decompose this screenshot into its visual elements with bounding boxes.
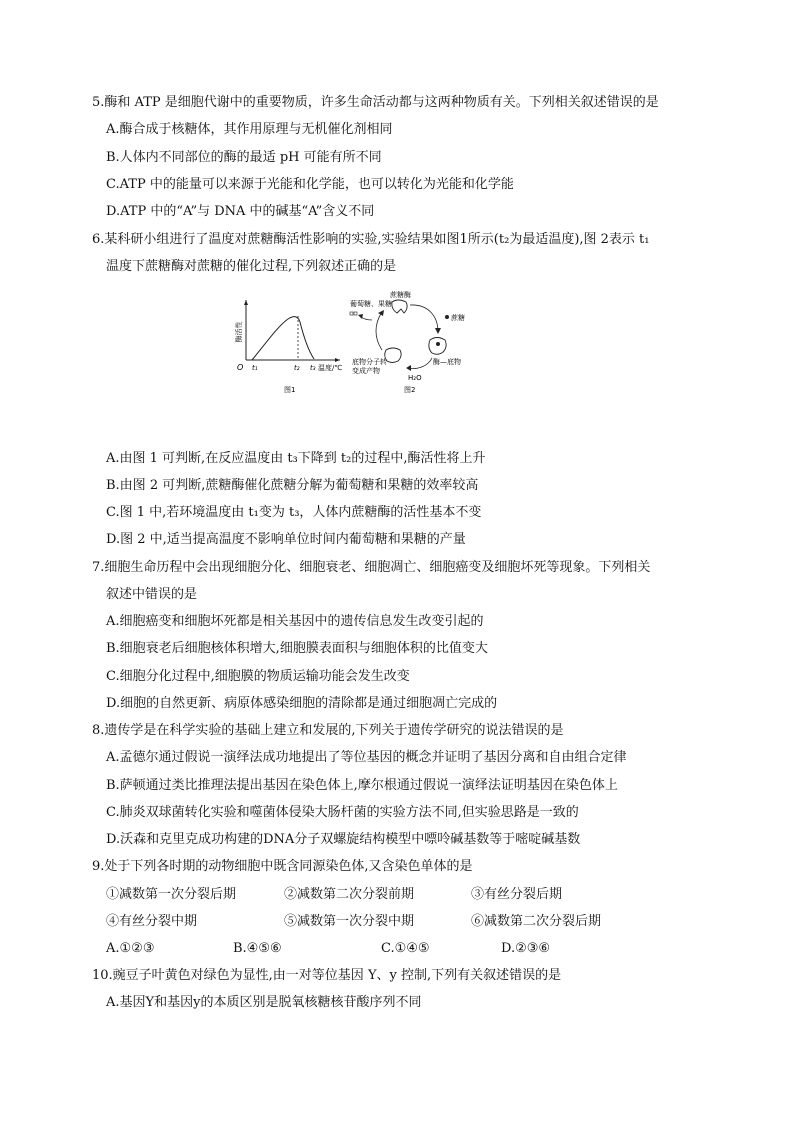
q9-item-6: ⑥减数第二次分裂后期	[471, 914, 602, 929]
fig2-complex-label: 酶—底物	[433, 358, 461, 366]
q9-option-b: B.④⑤⑥	[233, 941, 282, 956]
q7-stem-line2: 叙述中错误的是	[106, 587, 198, 602]
q6-figures	[232, 288, 532, 400]
fig2-enzyme-label: 蔗糖酶	[390, 291, 411, 299]
q9-item-5: ⑤减数第一次分裂中期	[284, 914, 415, 929]
fig1-t2: t₂	[294, 364, 300, 372]
q6-option-c: C.图 1 中,若环境温度由 t₁变为 t₃，人体内蔗糖酶的活性基本不变	[106, 505, 482, 520]
q5-option-c: C.ATP 中的能量可以来源于光能和化学能，也可以转化为光能和化学能	[106, 177, 514, 192]
q5-option-a: A.酶合成于核糖体，其作用原理与无机催化剂相同	[106, 122, 393, 137]
q10-stem: 10.豌豆子叶黄色对绿色为显性,由一对等位基因 Y、y 控制,下列有关叙述错误的是	[92, 968, 562, 983]
q5-option-b: B.人体内不同部位的酶的最适 pH 可能有所不同	[106, 150, 382, 165]
fig2-transform-label-2: 变成产物	[352, 367, 380, 375]
q8-option-b: B.萨顿通过类比推理法提出基因在染色体上,摩尔根通过假说一演绎法证明基因在染色体上	[106, 778, 618, 793]
q10-option-a: A.基因Y和基因y的本质区别是脱氧核糖核苷酸序列不同	[106, 995, 422, 1010]
q6-stem-line2: 温度下蔗糖酶对蔗糖的催化过程,下列叙述正确的是	[106, 259, 397, 274]
figure-2-diagram	[350, 290, 465, 394]
fig2-transform-label: 底物分子转	[352, 358, 387, 366]
figure-1-graph	[234, 300, 342, 394]
fig2-water-label: H₂O	[408, 374, 422, 382]
q9-item-4: ④有丝分裂中期	[106, 914, 198, 929]
q9-item-1: ①减数第一次分裂后期	[106, 887, 237, 902]
q9-option-c: C.①④⑤	[381, 941, 430, 956]
q6-stem-line1: 6.某科研小组进行了温度对蔗糖酶活性影响的实验,实验结果如图1所示(t₂为最适温度),图 2表示 t₁	[92, 232, 650, 247]
q5-option-d: D.ATP 中的“A”与 DNA 中的碱基“A”含义不同	[106, 204, 375, 219]
q8-option-c: C.肺炎双球菌转化实验和噬菌体侵染大肠杆菌的实验方法不同,但实验思路是一致的	[106, 805, 579, 820]
fig1-xlabel: 温度/℃	[318, 364, 343, 372]
q8-stem: 8.遗传学是在科学实验的基础上建立和发展的,下列关于遗传学研究的说法错误的是	[92, 723, 564, 738]
q9-option-d: D.②③⑥	[501, 941, 551, 956]
q7-option-c: C.细胞分化过程中,细胞膜的物质运输功能会发生改变	[106, 669, 410, 684]
q7-option-a: A.细胞癌变和细胞坏死都是相关基因中的遗传信息发生改变引起的	[106, 614, 484, 629]
q9-item-3: ③有丝分裂后期	[471, 887, 563, 902]
q6-option-d: D.图 2 中,适当提高温度不影响单位时间内葡萄糖和果糖的产量	[106, 532, 466, 547]
fig1-ylabel: 酶活性	[235, 321, 243, 343]
q6-option-a: A.由图 1 可判断,在反应温度由 t₃下降到 t₂的过程中,酶活性将上升	[106, 451, 486, 466]
fig2-sucrose-label: 蔗糖	[451, 314, 465, 322]
q7-option-b: B.细胞衰老后细胞核体积增大,细胞膜表面积与细胞体积的比值变大	[106, 641, 488, 656]
fig2-products-label: 葡萄糖、果糖	[350, 300, 392, 308]
fig1-caption: 图1	[284, 386, 296, 394]
q7-stem-line1: 7.细胞生命历程中会出现细胞分化、细胞衰老、细胞凋亡、细胞癌变及细胞坏死等现象。下列相关	[92, 560, 651, 575]
q9-item-2: ②减数第二次分裂前期	[284, 887, 415, 902]
q6-option-b: B.由图 2 可判断,蔗糖酶催化蔗糖分解为葡萄糖和果糖的效率较高	[106, 478, 479, 493]
q9-stem: 9.处于下列各时期的动物细胞中既含同源染色体,又含染色单体的是	[92, 859, 473, 874]
fig2-caption: 图2	[404, 386, 416, 394]
q8-option-a: A.孟德尔通过假说一演绎法成功地提出了等位基因的概念并证明了基因分离和自由组合定律	[106, 750, 627, 765]
fig1-t3: t₃	[310, 364, 316, 372]
q7-option-d: D.细胞的自然更新、病原体感染细胞的清除都是通过细胞凋亡完成的	[106, 696, 498, 711]
fig1-origin: O	[237, 363, 244, 372]
q5-stem: 5.酶和 ATP 是细胞代谢中的重要物质，许多生命活动都与这两种物质有关。下列相关叙述错误的是	[92, 95, 659, 110]
fig1-t1: t₁	[252, 364, 258, 372]
q9-option-a: A.①②③	[106, 941, 155, 956]
q8-option-d: D.沃森和克里克成功构建的DNA分子双螺旋结构模型中嘌呤碱基数等于嘧啶碱基数	[106, 832, 581, 847]
